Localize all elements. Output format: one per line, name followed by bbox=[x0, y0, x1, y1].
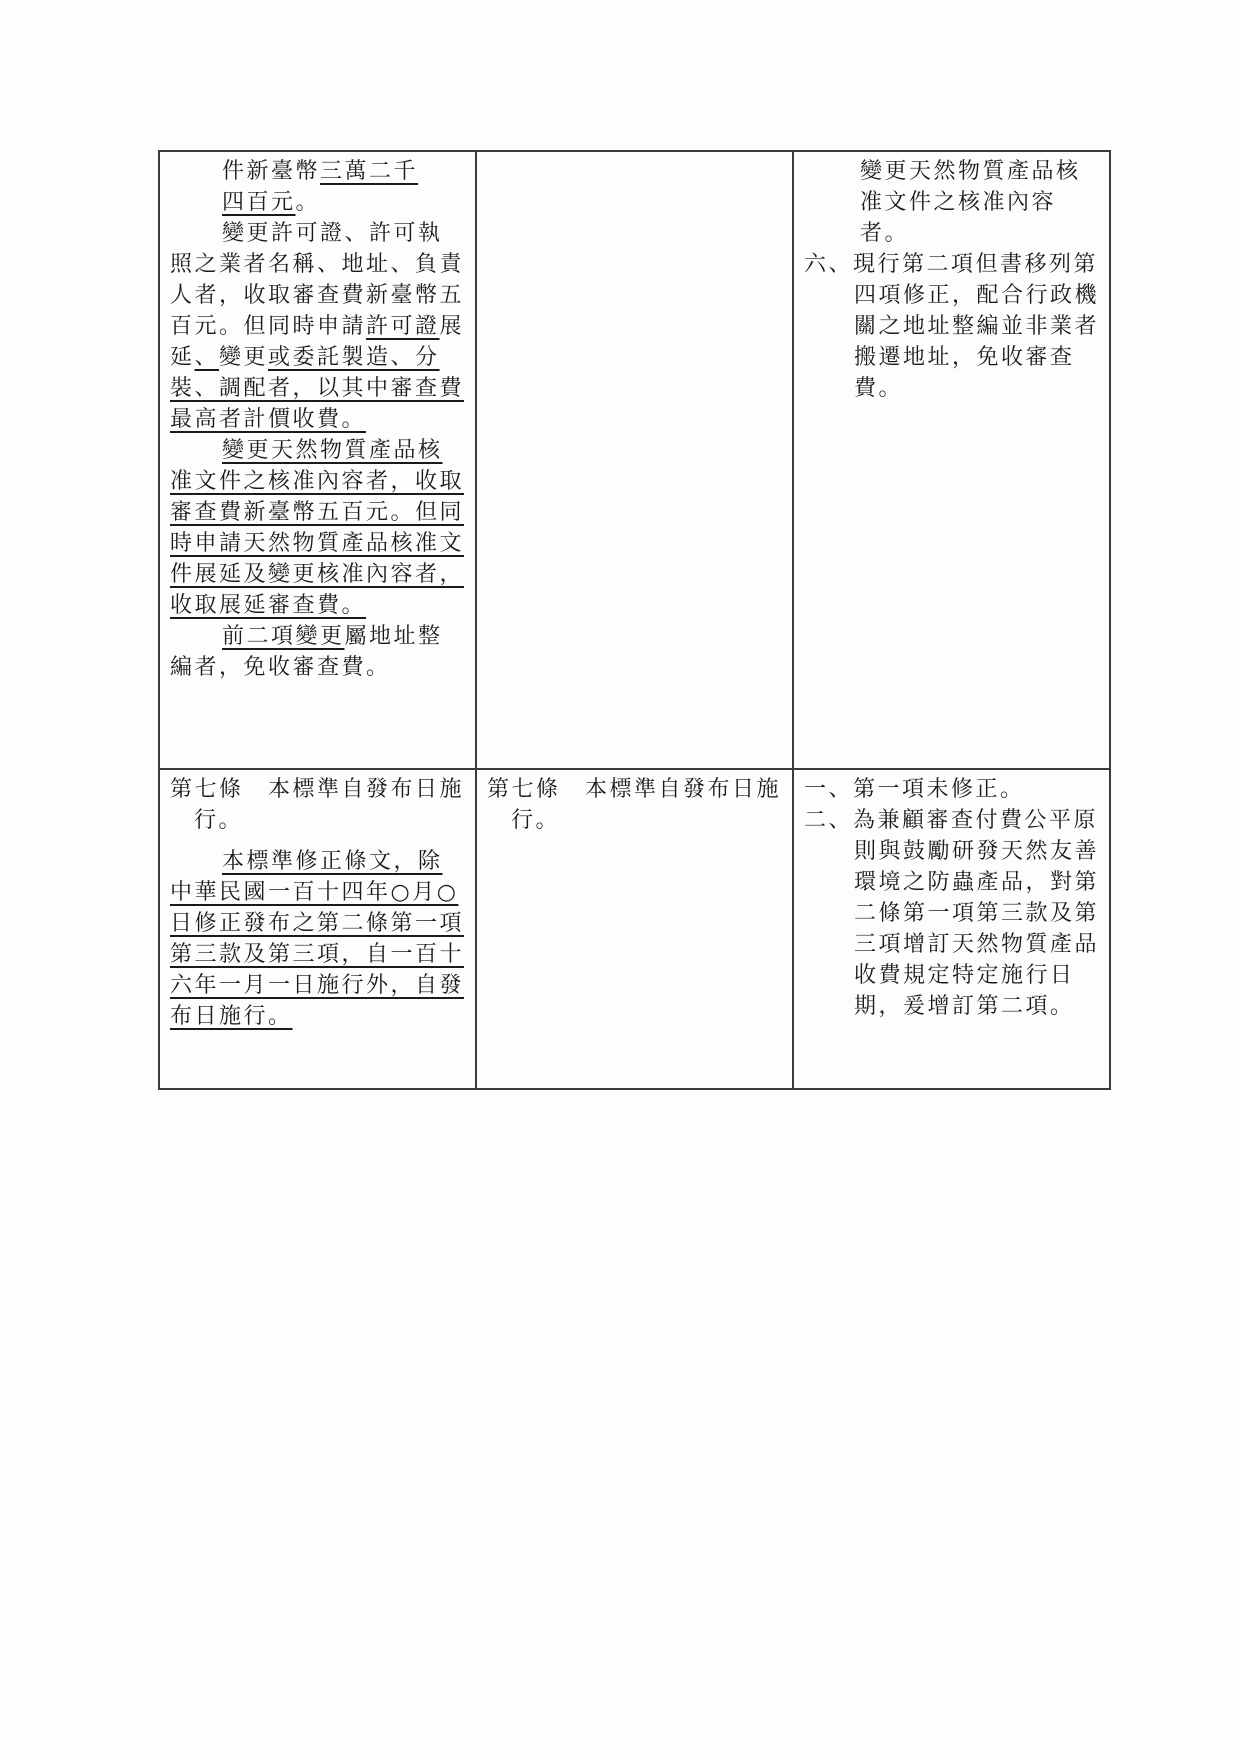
explanation-item-2 bbox=[804, 805, 1099, 1022]
text-span: 展延 bbox=[170, 314, 465, 370]
current-text-cell bbox=[476, 151, 793, 769]
text-span: 。 bbox=[295, 190, 321, 215]
table-row bbox=[159, 769, 1110, 1089]
underlined-text: 、 bbox=[194, 345, 220, 370]
item-text: 現行第二項但書移列第四項修正，配合行政機關之地址整編並非業者搬遷地址，免收審查費。 bbox=[853, 252, 1100, 401]
amended-text-cell bbox=[159, 151, 476, 769]
text-span: 屬地址整編者，免收審查費。 bbox=[170, 624, 443, 680]
current-text-cell bbox=[476, 769, 793, 1089]
text-span: 變更許可證、許可執照之業者名稱、地址、負責人者，收取審查費新臺幣五百元。但同時申請 bbox=[170, 221, 465, 339]
article-7-paragraph-2: 本標準修正條文，除中華民國一百十四年○月○日修正發布之第二條第一項第三款及第三項，自一百十六年一月一日施行外，自發布日施行。 bbox=[170, 849, 465, 1029]
text-span: 變更 bbox=[219, 345, 269, 370]
item-text: 為兼顧審查付費公平原則與鼓勵研發天然友善環境之防蟲產品，對第二條第一項第三款及第三項增訂天然物質產品收費規定特定施行日期，爰增訂第二項。 bbox=[853, 808, 1100, 1019]
paragraph-change-license bbox=[170, 218, 465, 435]
paragraph-address-exempt bbox=[170, 621, 465, 683]
underlined-text: 三萬二千 bbox=[320, 159, 419, 184]
amended-text-cell bbox=[159, 769, 476, 1089]
underlined-text: 或委託製造、分裝、調配者，以其中審查費最高者計價收費。 bbox=[170, 345, 465, 432]
amendment-comparison-table bbox=[158, 150, 1111, 1090]
underlined-text: 四百元 bbox=[222, 190, 296, 215]
article-7-heading: 第七條 本標準自發布日施行。 bbox=[487, 777, 782, 833]
explanation-item-6 bbox=[804, 249, 1099, 404]
item-number: 六、 bbox=[804, 252, 854, 277]
paragraph-continuation bbox=[170, 156, 465, 218]
underlined-text: 前二項變更 bbox=[222, 624, 345, 649]
item-number: 一、 bbox=[804, 777, 854, 802]
underlined-text: 許可證 bbox=[366, 314, 440, 339]
explanation-continuation: 變更天然物質產品核准文件之核准內容者。 bbox=[860, 159, 1081, 246]
explanation-cell bbox=[793, 769, 1110, 1089]
article-7-heading: 第七條 本標準自發布日施行。 bbox=[170, 777, 465, 833]
table-row bbox=[159, 151, 1110, 769]
explanation-cell bbox=[793, 151, 1110, 769]
explanation-item-1 bbox=[804, 774, 1099, 805]
item-text: 第一項未修正。 bbox=[853, 777, 1025, 802]
paragraph-natural-product: 變更天然物質產品核准文件之核准內容者，收取審查費新臺幣五百元。但同時申請天然物質產品核准文件展延及變更核准內容者，收取展延審查費。 bbox=[170, 438, 465, 618]
item-number: 二、 bbox=[804, 808, 854, 833]
text-span: 件新臺幣 bbox=[222, 159, 321, 184]
